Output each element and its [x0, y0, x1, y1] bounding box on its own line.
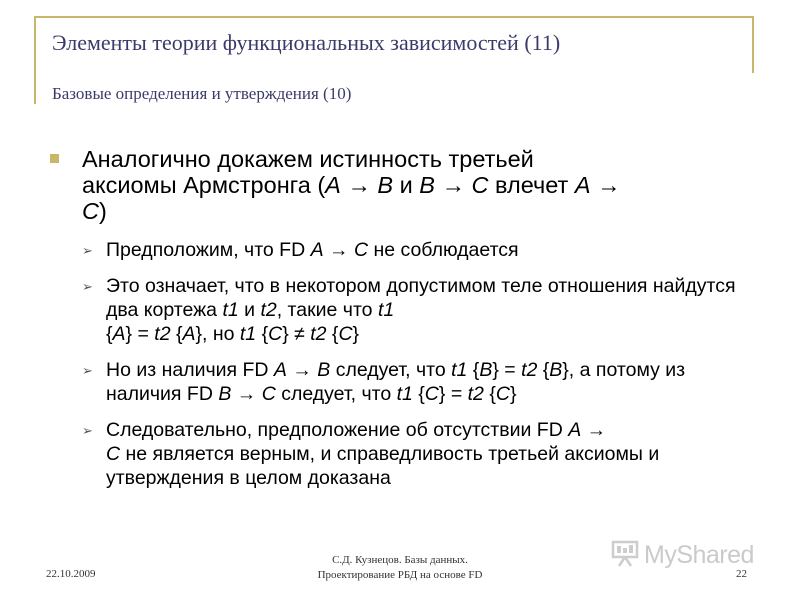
brace: {: [170, 323, 183, 345]
chevron-right-icon: ➢: [82, 363, 93, 378]
brace: {: [106, 323, 113, 345]
var-c: C: [495, 383, 510, 405]
var-c: C: [338, 323, 353, 345]
var-b: B: [549, 359, 563, 381]
brace: {: [326, 323, 339, 345]
sub-list: [50, 238, 760, 490]
var-t1: t1: [396, 383, 413, 405]
close-paren: ): [98, 198, 107, 224]
brace: {: [483, 383, 496, 405]
page-number: 22: [736, 568, 747, 580]
var-t1: t1: [451, 359, 468, 381]
var-c: C: [106, 443, 121, 465]
var-c: C: [424, 383, 439, 405]
brace: {: [412, 383, 425, 405]
var-b: B: [419, 172, 435, 198]
var-b: B: [377, 172, 394, 198]
footer-center: [280, 553, 520, 583]
arrow: →: [231, 383, 262, 405]
footer-topic: Проектирование РБД на основе FD: [317, 569, 483, 581]
main-bullet: [50, 146, 760, 224]
var-t1: t1: [239, 323, 257, 345]
list-item: [82, 238, 760, 262]
list-item: [82, 274, 760, 346]
var-c: C: [82, 198, 99, 224]
var-b: B: [218, 383, 232, 405]
var-a: A: [568, 419, 582, 441]
item-text: не соблюдается: [368, 239, 519, 261]
var-a: A: [325, 172, 341, 198]
main-bullet-text: аксиомы Армстронга (: [82, 172, 326, 198]
list-item: [82, 418, 760, 490]
item-text: }, а потому из наличия FD: [106, 359, 686, 405]
brace: {: [467, 359, 480, 381]
main-bullet-line1: Аналогично докажем истинность третьей: [82, 146, 534, 172]
brace: } ≠: [282, 323, 311, 345]
list-item: [82, 358, 760, 406]
watermark-text: MyShared: [644, 541, 754, 569]
item-text: следует, что: [330, 359, 452, 381]
var-c: C: [353, 239, 369, 261]
var-t2: t2: [260, 299, 277, 321]
footer-author: С.Д. Кузнецов. Базы данных.: [332, 554, 468, 566]
item-text: не является верным, и справедливость третьей аксиомы и утверждения в целом доказана: [106, 443, 660, 489]
square-bullet-icon: [50, 154, 59, 163]
chevron-right-icon: ➢: [82, 243, 93, 258]
var-a: A: [574, 172, 591, 198]
var-t2: t2: [310, 323, 327, 345]
item-text: Следовательно, предположение об отсутствии FD: [106, 419, 569, 441]
chevron-right-icon: ➢: [82, 279, 93, 294]
slide-subtitle: Базовые определения и утверждения (10): [52, 84, 352, 103]
var-c: C: [261, 383, 276, 405]
var-c: C: [471, 172, 489, 198]
chevron-right-icon: ➢: [82, 423, 93, 438]
var-a: A: [310, 239, 324, 261]
item-text: следует, что: [275, 383, 397, 405]
slide-content: [50, 146, 760, 502]
arrow: →: [323, 239, 354, 261]
var-c: C: [268, 323, 283, 345]
var-a: A: [182, 323, 196, 345]
var-b: B: [317, 359, 331, 381]
title-frame-left-rule: [34, 16, 36, 104]
brace: {: [256, 323, 269, 345]
brace: }: [352, 323, 360, 345]
var-t2: t2: [521, 359, 538, 381]
var-t1: t1: [377, 299, 395, 321]
var-t1: t1: [222, 299, 239, 321]
brace: } =: [438, 383, 468, 405]
brace: }: [509, 383, 517, 405]
conj: и: [393, 172, 420, 198]
arrow: →: [286, 359, 318, 381]
watermark: [610, 538, 754, 573]
footer-date: 22.10.2009: [46, 568, 96, 580]
presentation-board-icon: [610, 538, 640, 573]
item-text: , такие что: [276, 299, 378, 321]
var-b: B: [479, 359, 493, 381]
item-text: Это означает, что в некотором допустимом теле отношения найдутся два кортежа: [106, 275, 736, 321]
var-a: A: [112, 323, 126, 345]
arrow: →: [340, 172, 378, 198]
brace: }, но: [195, 323, 240, 345]
item-text: Предположим, что FD: [106, 239, 311, 261]
arrow: →: [590, 172, 621, 198]
implies-text: влечет: [488, 172, 575, 198]
slide-title: Элементы теории функциональных зависимостей (11): [52, 30, 561, 55]
brace: } =: [492, 359, 522, 381]
conj: и: [238, 299, 261, 321]
brace: } =: [125, 323, 155, 345]
brace: {: [537, 359, 550, 381]
var-a: A: [273, 359, 287, 381]
arrow: →: [434, 172, 472, 198]
var-t2: t2: [467, 383, 484, 405]
arrow: →: [581, 419, 607, 441]
item-text: Но из наличия FD: [106, 359, 274, 381]
var-t2: t2: [154, 323, 171, 345]
